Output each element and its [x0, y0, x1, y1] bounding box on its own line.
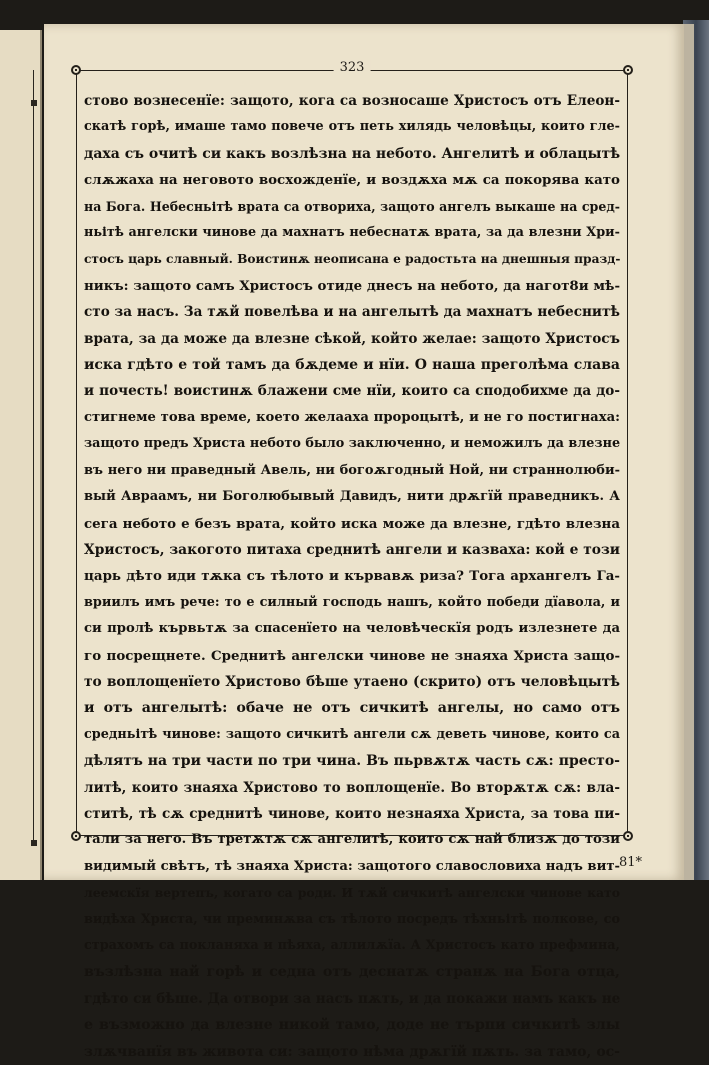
text-line: никъ: защото самъ Христосъ отиде днесъ на небото, да нагот8и мѣ- [84, 277, 620, 294]
text-line: сто за насъ. За тѫй повелѣва и на ангелытѣ да махнатъ небеснитѣ [84, 304, 620, 321]
text-line: ньітѣ ангелски чинове да махнатъ небеснатѫ врата, за да влезни Хри- [84, 225, 620, 241]
text-line: вриилъ имъ рече: то е силный господь нашъ, който победи дїавола, и [84, 594, 620, 610]
page-frame [76, 60, 628, 1060]
text-line: го посрещнете. Среднитѣ ангелски чинове не знаяха Христа защо- [84, 647, 620, 664]
text-line: стосъ царь славный. Воистинѫ неописана е радостьта на днешныя празд- [84, 252, 620, 267]
corner-ornament-icon [623, 65, 633, 75]
text-line: леемскїя вертепъ, когато са роди. И тѫй сичкитѣ ангелски чинове като [84, 885, 620, 901]
frame-right-rule [627, 70, 628, 836]
text-line: то воплощенїето Христово бѣше утаено (скрито) отъ человѣцытѣ [84, 673, 620, 690]
text-line: слѫжаха на неговото восхожденїе, и воздѫха мѫ са покорява като [84, 172, 620, 189]
text-line: тали за него. Въ третѫтѫ сѫ ангелитѣ, които сѫ най близѫ до този [84, 832, 620, 848]
text-line: царь дѣто иди тѫка съ тѣлото и кървавѫ риза? Тога архангелъ Га- [84, 568, 620, 585]
text-line: Христосъ, закогото питаха среднитѣ ангели и казваха: кой е този [84, 541, 620, 558]
text-line: видимый свѣтъ, тѣ знаяха Христа: защотого славословиха надъ вит- [84, 858, 620, 874]
corner-ornament-icon [71, 831, 81, 841]
frame-left-rule [76, 70, 77, 836]
text-line: и почесть! воистинѫ блажени сме нїи, които са сподобихме да до- [84, 383, 620, 400]
text-line: литѣ, които знаяха Христово то воплощенїе. Во вторѫтѫ сѫ: вла- [84, 779, 620, 796]
corner-ornament-icon [623, 831, 633, 841]
text-line: и отъ ангелытѣ: обаче не отъ сичкитѣ ангелы, но само отъ [84, 700, 620, 717]
text-line: стово вознесенїе: защото, кога са возносаше Христосъ отъ Елеон- [84, 93, 620, 109]
text-line: даха съ очитѣ си какъ возлѣзна на небото. Ангелитѣ и облацытѣ [84, 145, 620, 162]
text-line: дѣлятъ на три части по три чина. Въ пьрвѫтѫ часть сѫ: престо- [84, 753, 620, 770]
text-line: на Бога. Небесньітѣ врата са отвориха, защото ангелъ выкаше на сред- [84, 198, 620, 214]
left-page-ornament [31, 840, 37, 846]
left-page-ornament [31, 100, 37, 106]
text-line: злѫчванїя въ живота си: защото нѣма дрѫгїй пѫть. за тамо, ос- [84, 1043, 620, 1060]
text-line: защото предъ Христа небото было заключенно, и неможилъ да влезне [84, 436, 620, 452]
text-line: вый Авраамъ, ни Боголюбывый Давидъ, нити дрѫгїй праведникъ. А [84, 489, 620, 505]
text-line: видѣха Христа, чи преминѫва съ тѣлото посредъ тѣхньітѣ полкове, со [84, 911, 620, 927]
page-number: 323 [334, 60, 371, 75]
text-line: иска гдѣто е той тамъ да бѫдеме и нїи. О наша преголѣма слава [84, 357, 620, 374]
text-line: е възможно да влезне никой тамо, доде не търпи сичкитѣ злы [84, 1017, 620, 1034]
text-line: средньітѣ чинове: защото сичкитѣ ангели сѫ деветь чинове, които са [84, 726, 620, 742]
text-line: си пролѣ кървьтѫ за спасенїето на человѣческїя родъ излезнете да [84, 621, 620, 637]
text-line: ститѣ, тѣ сѫ среднитѣ чинове, които незнаяха Христа, за това пи- [84, 805, 620, 822]
left-page-border-rule [33, 70, 34, 840]
text-line: въ него ни праведный Авель, ни богоѫгодный Ной, ни страннолюби- [84, 462, 620, 478]
book-page [44, 24, 694, 1060]
signature-mark: 81* [618, 855, 642, 870]
text-line: сега небото е безъ врата, който иска може да влезне, гдѣто влезна [84, 515, 620, 532]
text-line: страхомъ са покланяха и пѣяха, аллилѫїа. А Христосъ като префмина, [84, 938, 620, 953]
text-line: врата, за да може да влезне сѣкой, който желае: защото Христосъ [84, 330, 620, 347]
body-text [84, 88, 620, 1065]
text-line: стигнеме това време, което желааха пророцытѣ, и не го постигнаха: [84, 409, 620, 425]
corner-ornament-icon [71, 65, 81, 75]
text-line: гдѣто си бѣше. Да отвори за насъ пѫть, и да покажи намъ какъ не [84, 990, 620, 1007]
text-line: скатѣ горѣ, имаше тамо повече отъ петь хилядь человѣцы, които гле- [84, 119, 620, 135]
text-line: възлѣзна най горѣ и седна отъ деснатѫ странѫ на Бога отца, [84, 964, 620, 981]
left-page-edge [0, 30, 42, 880]
